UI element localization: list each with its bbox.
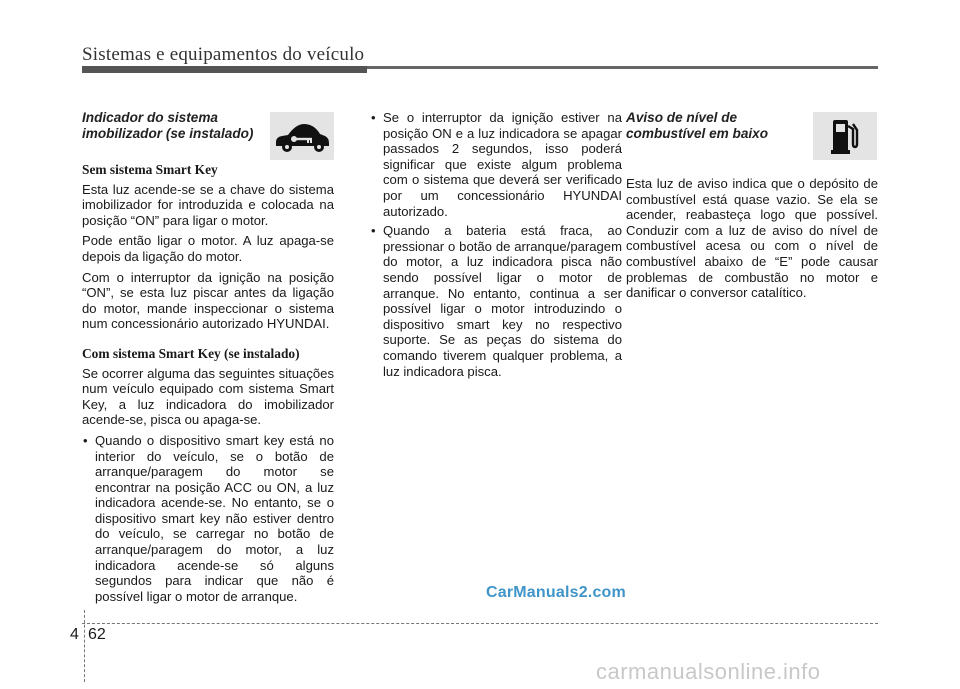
column-middle (370, 110, 622, 383)
page-number: 62 (88, 626, 106, 643)
section-title-line: imobilizador (se instalado) (82, 126, 254, 141)
list-item: • Quando a bateria está fraca, ao pressionar o botão de arranque/paragem do motor, a luz indicadora pisca não sendo possível ligar o motor de arranque. No entanto, continua a ser possível ligar o motor introduzindo o dispositivo smart key no respectivo suporte. Se as peças do sistema do comando tiverem qualquer problema, a luz indicadora pisca. (370, 223, 622, 379)
header-title: Sistemas e equipamentos do veículo (82, 44, 365, 65)
paragraph: Se ocorrer alguma das seguintes situações num veículo equipado com sistema Smart Key, a luz indicadora do imobilizador acende-se, pisca ou apaga-se. (82, 365, 334, 428)
fuel-pump-icon (813, 112, 877, 160)
watermark-link[interactable]: CarManuals2.com (486, 584, 626, 601)
bullet-list (370, 110, 622, 379)
footer-divider (84, 610, 85, 682)
list-item: • Quando o dispositivo smart key está no interior do veículo, se o botão de arranque/paragem do motor se encontrar na posição ACC ou ON, a luz indicadora acende-se. No entanto, se o dispositivo smart key não estiver dentro do veículo, se carregar no botão de arranque/paragem do motor, a luz indicadora acende-se só alguns segundos para indicar que não é possível ligar o motor de arranque. (82, 433, 334, 605)
page-section-number: 4 (70, 626, 79, 643)
paragraph: Esta luz acende-se se a chave do sistema imobilizador for introduzida e colocada na posição “ON” para ligar o motor. (82, 181, 334, 228)
paragraph: Esta luz de aviso indica que o depósito de combustível está quase vazio. Se ela se acender, reabasteça logo que possível. Conduzir com a luz de aviso do nível de combustível acesa ou com o nível de combustível abaixo de “E” pode causar problemas de combustão no motor e danificar o conversor catalítico. (626, 176, 878, 301)
footer-rule (82, 623, 878, 624)
list-item: • Se o interruptor da ignição estiver na posição ON e a luz indicadora se apagar passados 2 segundos, isso poderá significar que existe algum problema com o sistema que deverá ser verificado por um concessionário HYUNDAI autorizado. (370, 110, 622, 219)
section-title-line: Aviso de nível de (626, 110, 738, 125)
subheading: Com sistema Smart Key (se instalado) (82, 345, 300, 361)
column-left (82, 110, 334, 608)
section-title-line: combustível em baixo (626, 126, 769, 141)
header-rule-accent (82, 66, 367, 73)
watermark-text: carmanualsonline.info (596, 659, 821, 684)
paragraph: Com o interruptor da ignição na posição “ON”, se esta luz piscar antes da ligação do motor, mande inspeccionar o sistema num concessionário autorizado HYUNDAI. (82, 269, 334, 332)
subheading: Sem sistema Smart Key (82, 162, 218, 177)
car-key-icon (270, 112, 334, 160)
paragraph: Pode então ligar o motor. A luz apaga-se depois da ligação do motor. (82, 233, 334, 264)
bullet-list (82, 433, 334, 605)
section-title-line: Indicador do sistema (82, 110, 218, 125)
